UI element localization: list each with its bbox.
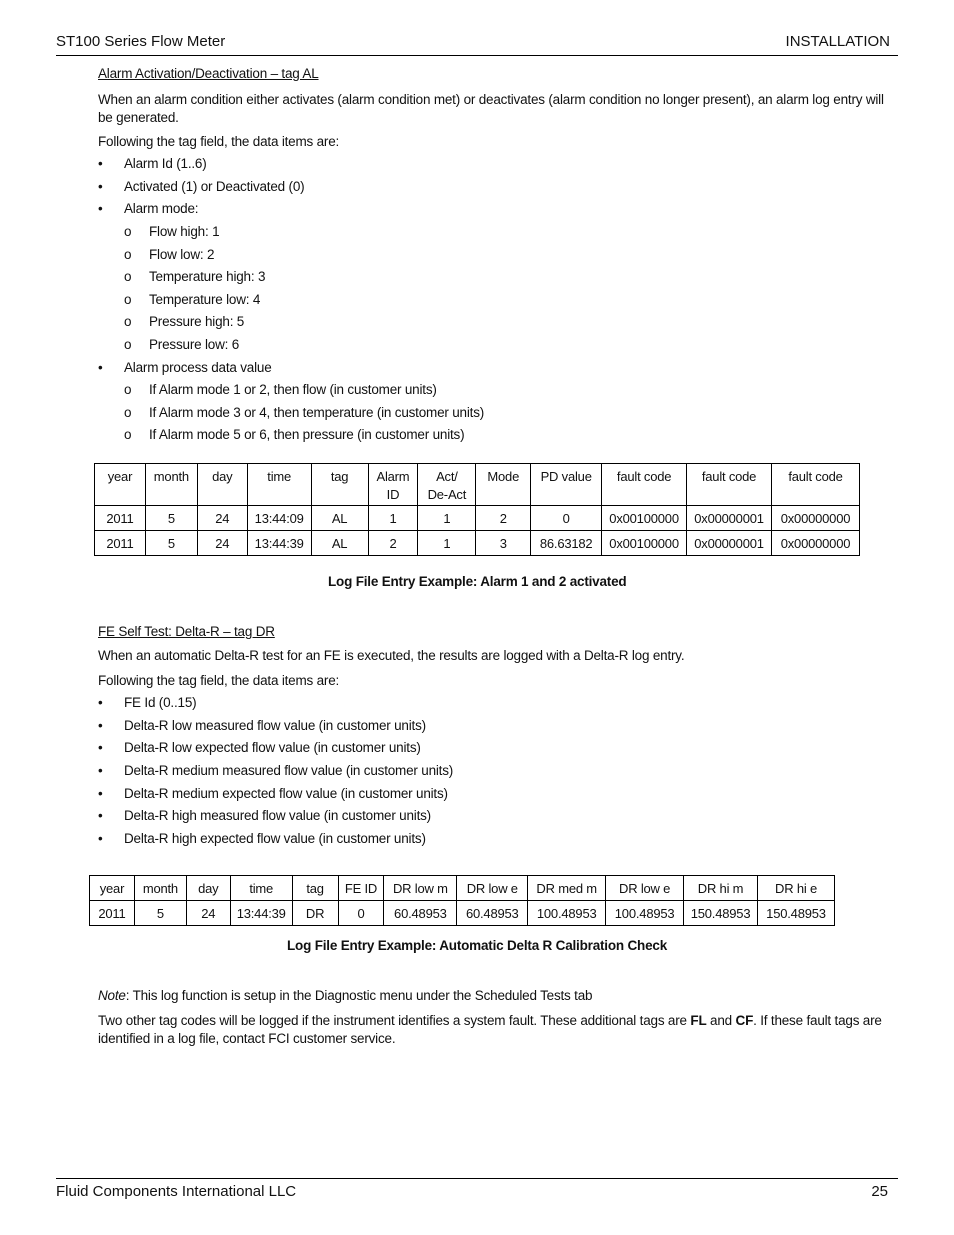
table-row: 2011 5 24 13:44:39 DR 0 60.48953 60.48953 100.48953 100.48953 150.48953 150.48953 <box>90 901 835 926</box>
alarm-log-table <box>94 463 860 556</box>
table-header-row: year month day time tag Alarm ID Act/ De-Act Mode PD value fault code fault code fault code <box>95 464 860 506</box>
alarm-following: Following the tag field, the data items are: <box>98 134 340 149</box>
delta-r-table-caption: Log File Entry Example: Automatic Delta R Calibration Check <box>287 938 668 953</box>
fl-tag: FL <box>690 1013 707 1028</box>
page-header <box>56 33 898 56</box>
alarm-table-caption: Log File Entry Example: Alarm 1 and 2 activated <box>328 574 627 589</box>
page-footer <box>56 1178 898 1200</box>
document-title: ST100 Series Flow Meter <box>56 33 226 50</box>
fault-paragraph: Two other tag codes will be logged if the instrument identifies a system fault. These additional tags are FL and CF. If these fault tags are identified in a log file, contact FCI customer service. <box>98 1013 882 1046</box>
table-row: 2011 5 24 13:44:39 AL 2 1 3 86.63182 0x00100000 0x00000001 0x00000000 <box>95 531 860 556</box>
delta-r-log-table <box>89 875 835 926</box>
fe-heading: FE Self Test: Delta-R – tag DR <box>98 624 275 639</box>
cf-tag: CF <box>735 1013 754 1028</box>
table-row: 2011 5 24 13:44:09 AL 1 1 2 0 0x00100000 0x00000001 0x00000000 <box>95 506 860 531</box>
fe-intro: When an automatic Delta-R test for an FE is executed, the results are logged with a Delta-R log entry. <box>98 648 685 663</box>
note-paragraph: Note: This log function is setup in the Diagnostic menu under the Scheduled Tests tab <box>98 988 593 1003</box>
alarm-heading: Alarm Activation/Deactivation – tag AL <box>98 66 319 81</box>
company-name: Fluid Components International LLC <box>56 1183 297 1200</box>
alarm-intro: When an alarm condition either activates (alarm condition met) or deactivates (alarm condition no longer present), an alarm log entry will be generated. <box>98 92 884 125</box>
fe-following: Following the tag field, the data items are: <box>98 673 340 688</box>
table-header-row: year month day time tag FE ID DR low m DR low e DR med m DR low e DR hi m DR hi e <box>90 876 835 901</box>
section-title: INSTALLATION <box>785 33 890 50</box>
page-number: 25 <box>871 1183 888 1200</box>
note-label: Note <box>98 988 126 1003</box>
